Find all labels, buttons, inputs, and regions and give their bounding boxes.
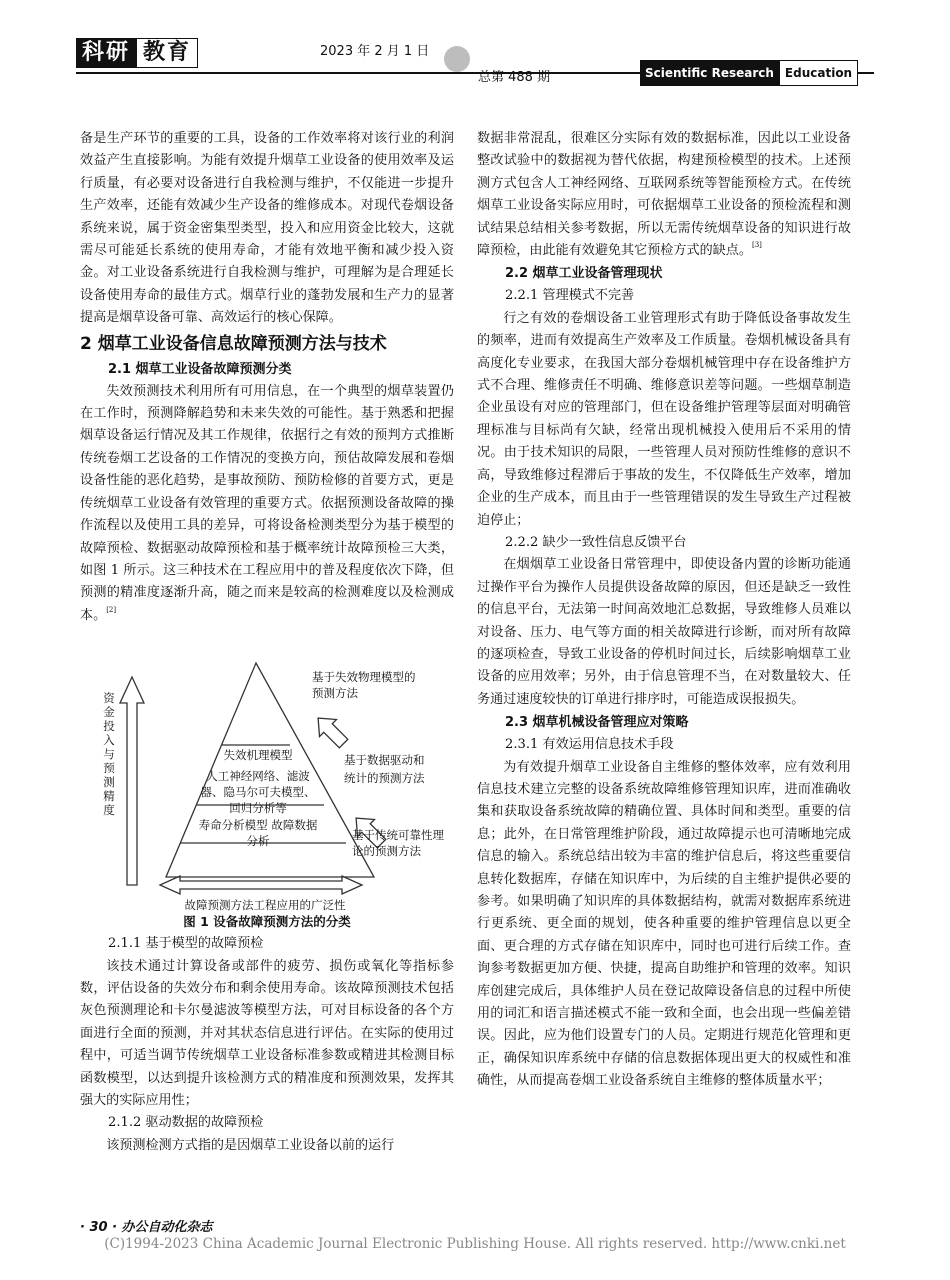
layer-label-top: 失效机理模型	[223, 748, 293, 763]
paragraph: 在烟烟草工业设备日常管理中，即使设备内置的诊断功能通过操作平台为操作人员提供设备故障的原因，但还是缺乏一致性的信息平台，无法第一时间高效地汇总数据，导致维修人员难以对设备、压力、电气等方面的相关故障进行诊断，而对所有故障的逐项检查，导致工业设备的停机时间过长，后续影响烟草工业设备的应用效率；另外，由于信息管理不当，在对数量较大、任务通过速度较快的订单进行排序时，可能造成误报损失。	[477, 557, 851, 707]
logo-part2: 教育	[136, 38, 198, 68]
method-label-physics: 基于失效物理模型的预测方法	[312, 670, 416, 701]
up-right-arrow-icon	[310, 710, 352, 752]
subsubsection-heading: 2.3.1 有效运用信息技术手段	[505, 737, 674, 753]
header-circle-decoration	[444, 46, 470, 72]
paragraph: 失效预测技术利用所有可用信息，在一个典型的烟草装置仍在工作时，预测降解趋势和未来失效的可能性。基于熟悉和把握烟草设备运行情况及其工作规律，依据行之有效的预判方式推断传统卷烟工艺设备的工作情况的变换方向，预估故障发展和卷烟设备性能的恶化趋势，是事故预防、预防检修的首要方式，更是传统烟草工业设备有效管理的重要方式。依据预测设备故障的操作流程以及使用工具的差异，可将设备检测类型分为基于模型的故障预检、数据驱动故障预检和基于概率统计故障预检三大类，如图 1 所示。这三种技术在工程应用中的普及程度依次下降，但预测的精准度逐渐升高，随之而来是较高的检测难度以及检测成本。[2]	[80, 383, 454, 623]
header-issue: 总第 488 期	[478, 70, 551, 85]
paragraph: 该预测检测方式指的是因烟草工业设备以前的运行	[106, 1137, 395, 1153]
header-date: 2023 年 2 月 1 日	[320, 44, 430, 59]
paragraph: 为有效提升烟草工业设备自主维修的整体效率，应有效利用信息技术建立完整的设备系统故障维修管理知识库，进而准确收集和获取设备系统故障的精确位置、具体时间和类型。重要的信息；此外，在日常管理维护阶段，通过故障提示也可清晰地完成信息的输入。系统总结出较为丰富的维护信息后，将这些重要信息转化数据库，存储在知识库中，为后续的自主维护提供必要的参考。如果明确了知识库的具体数据结构，就需对数据库系统进行更系统、更全面的规划，使各种重要的维护管理信息以更全面、更合理的方式存储在知识库中，同时也可进行后续工作。查询参考数据更加方便、快捷，提高自助维护和管理的效率。知识库创建完成后，具体维护人员在登记故障设备信息的过程中所使用的词汇和语言描述模式不能一致和全面，也会出现一些偏差错误。因此，应为他们设置专门的人员。定期进行规范化管理和更正，确保知识库系统中存储的信息数据体现出更大的权威性和准确性，从而提高卷烟工业设备系统自主维修的整体质量水平；	[477, 759, 851, 1089]
paragraph: 行之有效的卷烟设备工业管理形式有助于降低设备事故发生的频率，进而有效提高生产效率及工作质量。卷烟机械设备具有高度化专业要求，在我国大部分卷烟机械管理中存在设备维护方式不合理、维修责任不明确、维修意识差等问题。一些烟草制造企业虽设有对应的管理部门，但在设备维护管理等层面对明确管理标准与目标尚有欠缺，经常出现机械投入使用后不采用的情况。由于技术知识的局限，一些管理人员对预防性维修的意识不高，导致维修过程滞后于事故的发生，不仅降低生产效率，增加企业的生产成本，而且由于一些管理错误的发生导致生产过程被迫停止；	[477, 310, 851, 528]
page-footer: · 30 · 办公自动化杂志	[80, 1220, 213, 1235]
en-title-part1: Scientific Research	[640, 60, 779, 86]
subsubsection-heading: 2.1.1 基于模型的故障预检	[108, 936, 264, 952]
horizontal-arrow-icon	[160, 876, 362, 894]
figure-caption: 图 1 设备故障预测方法的分类	[183, 914, 351, 930]
paragraph: 备是生产环节的重要的工具，设备的工作效率将对该行业的利润效益产生直接影响。为能有效提升烟草工业设备的使用效率及运行质量，有必要对设备进行自我检测与维护，不仅能进一步提升生产效率，还能有效减少生产设备的维修成本。对现代卷烟设备系统来说，属于资金密集型类型，投入和应用资金比较大，这就需尽可能延长系统的使用寿命，才能有效地平衡和减少投入资金。对工业设备系统进行自我检测与维护，可理解为是合理延长设备使用寿命的最佳方式。烟草行业的蓬勃发展和生产力的显著提高是烟草设备可靠、高效运行的核心保障。	[80, 131, 454, 326]
paragraph: 该技术通过计算设备或部件的疲劳、损伤或氧化等指标参数，评估设备的失效分布和剩余使用寿命。该故障预测技术包括灰色预测理论和卡尔曼滤波等模型方法，可对目标设备的各个方面进行全面的预测，并对其状态信息进行评估。在实际的使用过程中，可适当调节传统烟草工业设备标准参数或精进其检测目标函数模型，以达到提升该检测方式的精准度和预测效果，发挥其强大的实际应用性；	[80, 958, 454, 1108]
method-label-data: 基于数据驱动和统计的预测方法	[344, 753, 425, 786]
layer-label-bottom: 寿命分析模型 故障数据分析	[198, 818, 318, 849]
paragraph: 数据非常混乱，很难区分实际有效的数据标准，因此以工业设备整改试验中的数据视为替代依据，构建预检模型的技术。上述预测方式包含人工神经网络、互联网系统等智能预检方式。在传统烟草工业设备实际应用时，可依据烟草工业设备的预检流程和测试结果总结相关参考数据，所以无需传统烟草设备的知识进行故障预检，由此能有效避免其它预检方式的缺点。[3]	[477, 131, 851, 259]
x-axis-label: 故障预测方法工程应用的广泛性	[184, 898, 346, 913]
left-column	[80, 128, 454, 1157]
layer-label-middle: 人工神经网络、滤波器、隐马尔可夫模型、回归分析等	[200, 769, 316, 816]
copyright-notice: (C)1994-2023 China Academic Journal Electronic Publishing House. All rights reserved. http://www.cnki.net	[104, 1236, 846, 1252]
en-title-part2: Education	[779, 60, 858, 86]
figure-1	[80, 633, 454, 913]
section-heading: 2 烟草工业设备信息故障预测方法与技术	[80, 333, 387, 354]
journal-logo	[76, 38, 198, 68]
subsubsection-heading: 2.2.2 缺少一致性信息反馈平台	[505, 534, 687, 550]
subsection-heading: 2.3 烟草机械设备管理应对策略	[505, 715, 689, 731]
subsubsection-heading: 2.1.2 驱动数据的故障预检	[108, 1115, 264, 1131]
method-label-reliability: 基于传统可靠性理论的预测方法	[352, 828, 444, 859]
subsection-heading: 2.1 烟草工业设备故障预测分类	[108, 361, 292, 377]
subsection-heading: 2.2 烟草工业设备管理现状	[505, 266, 663, 282]
reference: [3]	[751, 241, 762, 250]
vertical-arrow-icon	[120, 677, 144, 885]
subsubsection-heading: 2.2.1 管理模式不完善	[505, 288, 635, 304]
header-english-title	[640, 60, 858, 86]
reference: [2]	[106, 605, 117, 614]
logo-part1: 科研	[76, 38, 136, 68]
y-axis-label: 资金投入与预测精度	[103, 691, 115, 818]
right-column	[477, 128, 851, 1093]
